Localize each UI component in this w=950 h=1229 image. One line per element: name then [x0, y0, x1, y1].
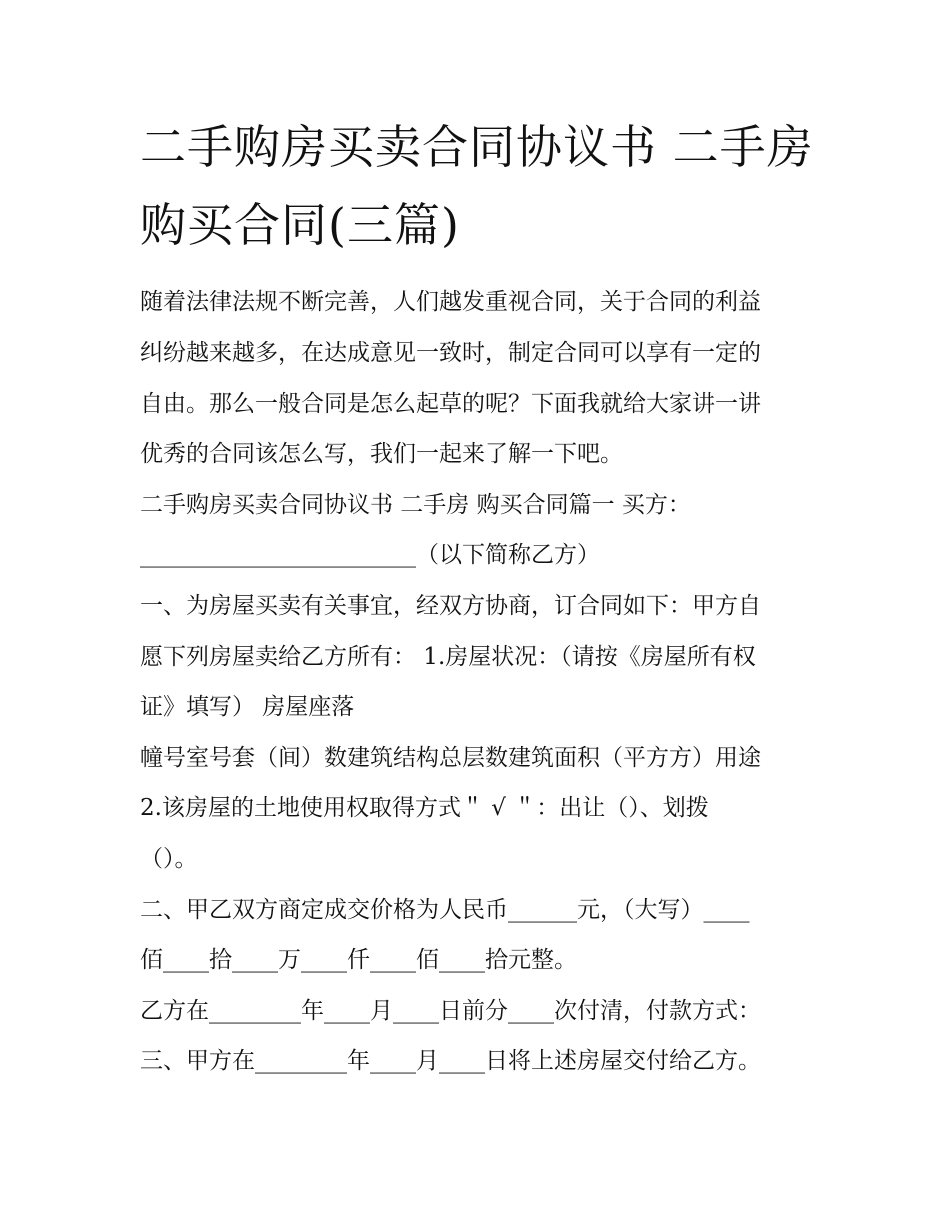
- intro-line-3: 自由。那么一般合同是怎么起草的呢？下面我就给大家讲一讲: [140, 391, 761, 417]
- section-heading-line: 二手购房买卖合同协议书 二手房 购买合同篇一 买方：: [140, 492, 691, 518]
- intro-line-4: 优秀的合同该怎么写，我们一起来了解一下吧。: [140, 441, 623, 467]
- clause-1-line-3: 证》填写） 房屋座落: [140, 694, 355, 720]
- clause-1-line-1: 一、为房屋买卖有关事宜，经双方协商，订合同如下：甲方自: [140, 593, 761, 619]
- buyer-blank-line: ________________________（以下简称乙方）: [140, 542, 600, 568]
- clause-1-line-2: 愿下列房屋卖给乙方所有： 1.房屋状况：（请按《房屋所有权: [140, 644, 756, 670]
- land-use-line-2: （）。: [140, 846, 198, 872]
- clause-2-line-1: 二、甲乙双方商定成交价格为人民币______元，（大写）____: [140, 897, 750, 923]
- clause-3-line: 三、甲方在________年____月____日将上述房屋交付给乙方。: [140, 1048, 761, 1074]
- intro-line-1: 随着法律法规不断完善，人们越发重视合同，关于合同的利益: [140, 289, 761, 315]
- document-title: 二手购房买卖合同协议书 二手房 购买合同(三篇): [140, 120, 814, 252]
- intro-line-2: 纠纷越来越多，在达成意见一致时，制定合同可以享有一定的: [140, 340, 761, 366]
- payment-line: 乙方在________年____月____日前分____次付清，付款方式：: [140, 998, 761, 1024]
- land-use-line-1: 2.该房屋的土地使用权取得方式＂ √ ＂：出让（）、划拨: [140, 795, 709, 821]
- property-fields-line: 幢号室号套（间）数建筑结构总层数建筑面积（平方方）用途: [140, 745, 761, 771]
- clause-2-line-2: 佰____拾____万____仟____佰____拾元整。: [140, 947, 577, 973]
